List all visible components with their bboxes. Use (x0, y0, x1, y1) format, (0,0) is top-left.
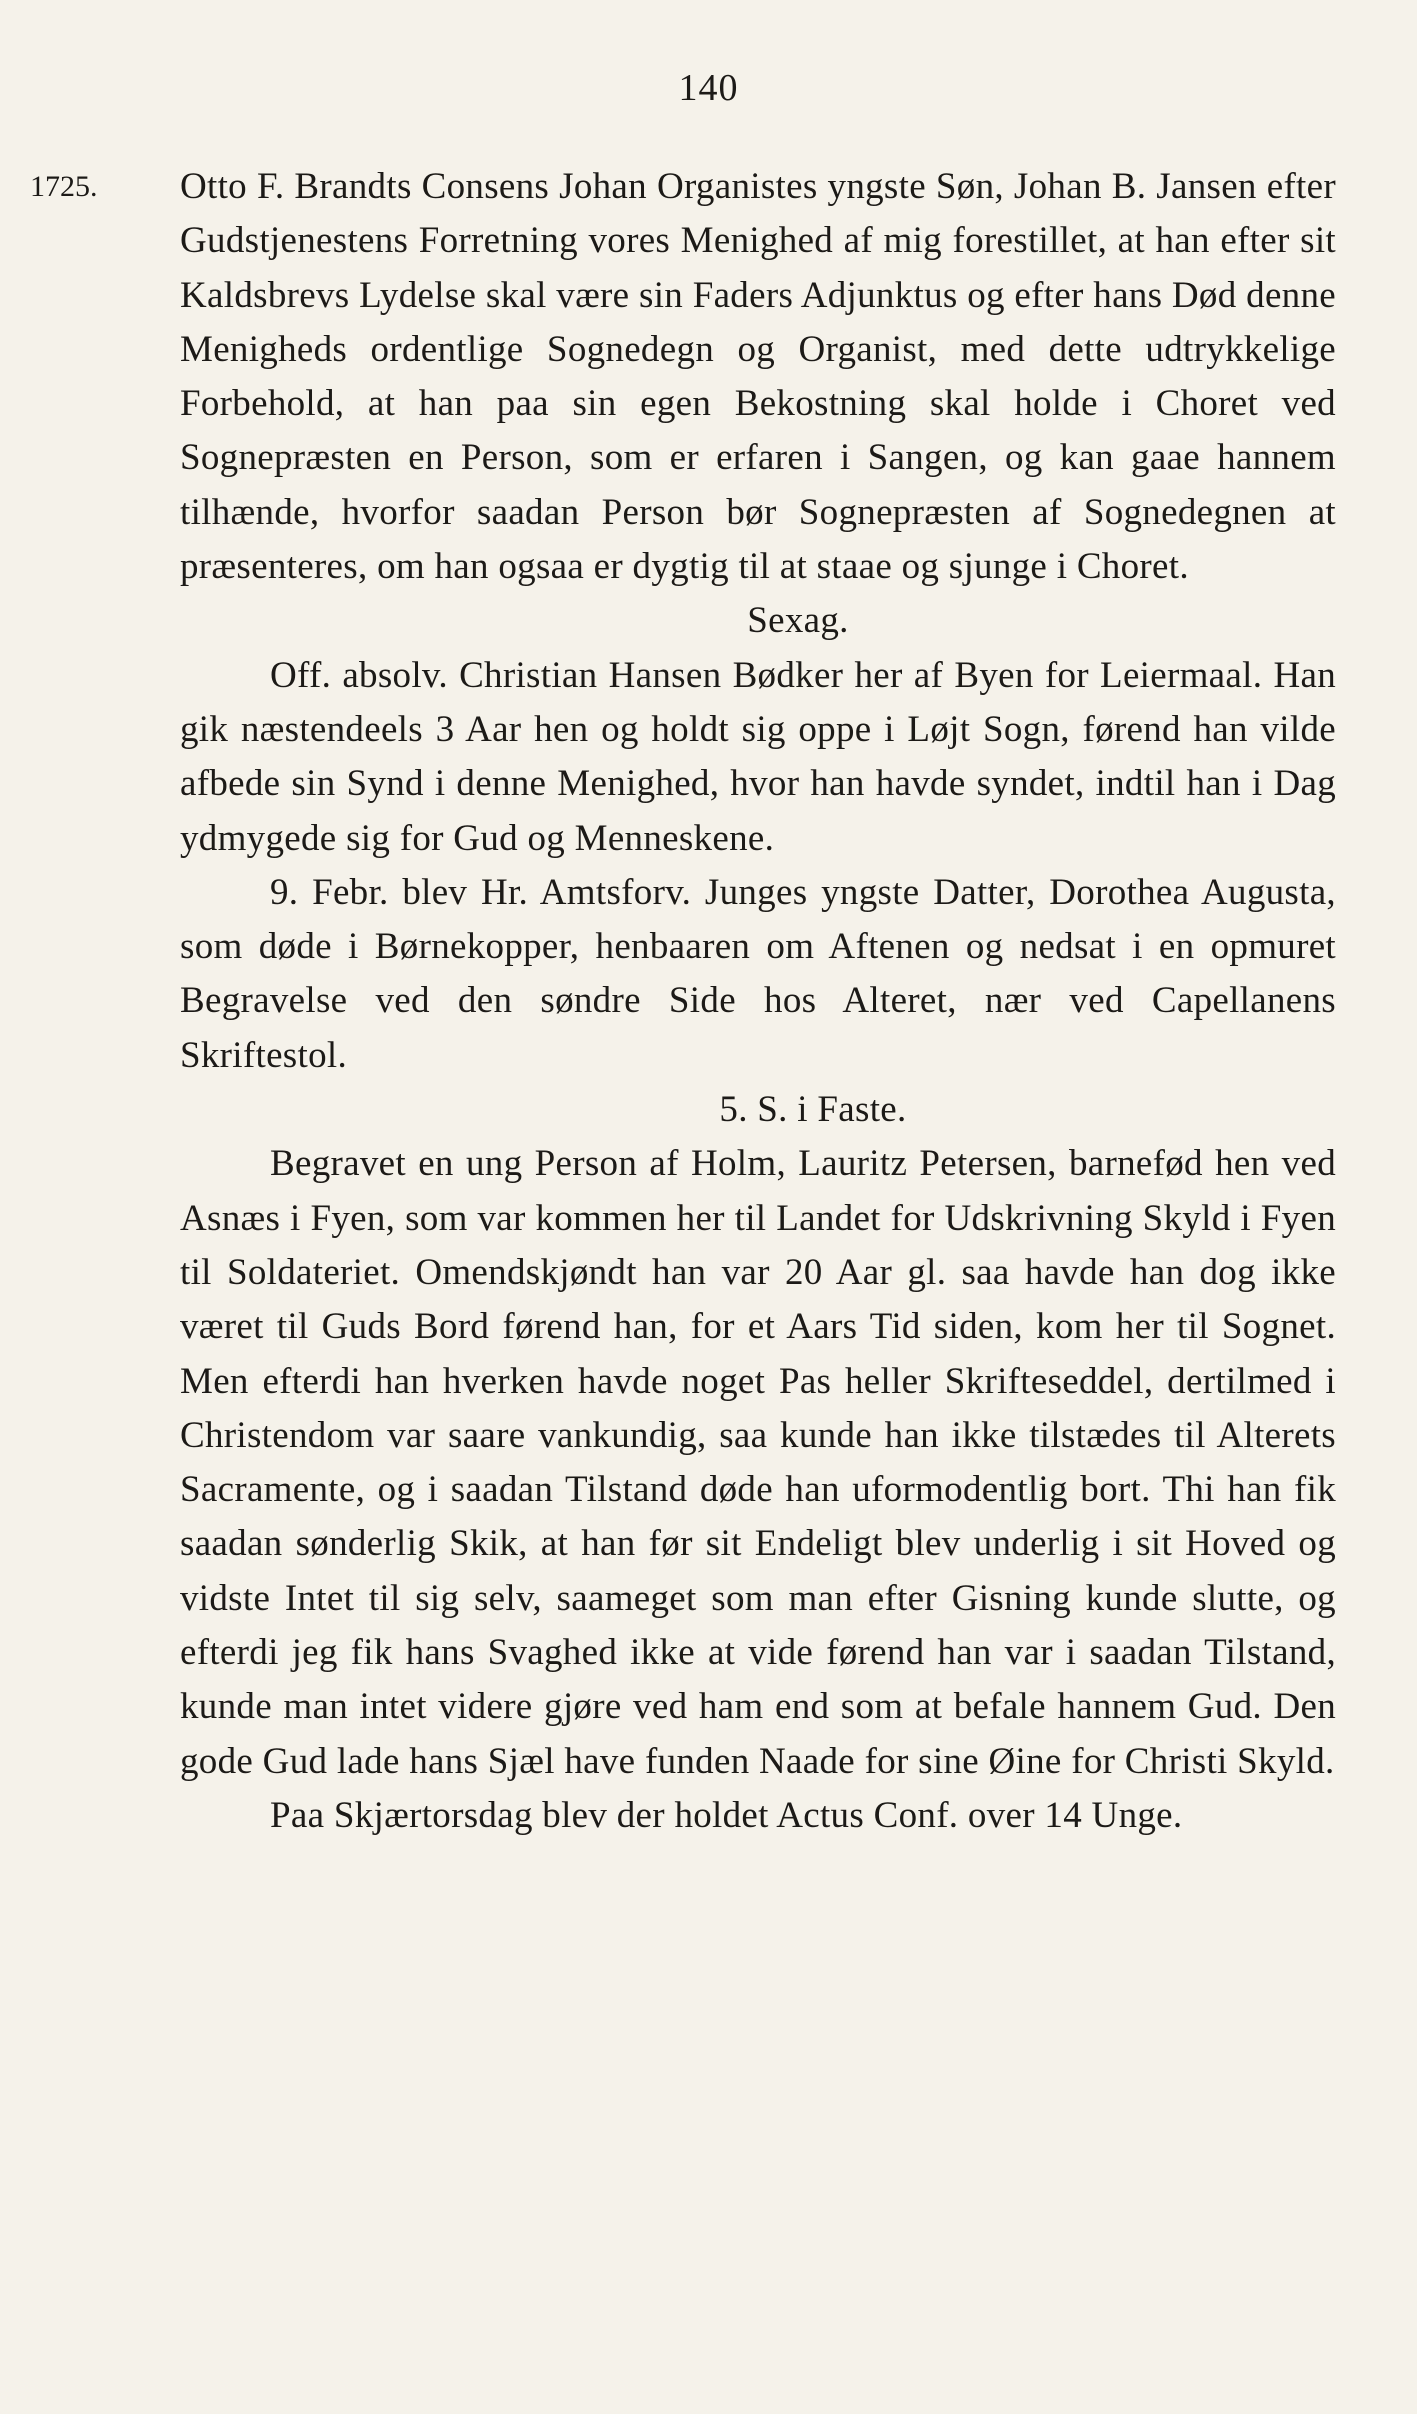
paragraph-confirmation: Paa Skjærtorsdag blev der holdet Actus Conf. over 14 Unge. (270, 1794, 1183, 1836)
paragraph-organist: Otto F. Brandts Consens Johan Organistes yngste Søn, Johan B. Jansen efter Gudstjenestens Forretning vores Menighed af mig forestillet, at han efter sit Kaldsbrevs Lydelse skal være sin Faders Adjunktus og efter hans Død denne Menigheds ordentlige Sognedegn og Organist, med dette udtrykkelige Forbehold, at han paa sin egen Bekostning skal holde i Choret ved Sognepræsten en Person, som er erfaren i Sangen, og kan gaae hannem tilhænde, hvorfor saadan Person bør Sognepræsten af Sognedegnen at præsenteres, om han ogsaa er dygtig til at staae og sjunge i Choret. (180, 166, 1336, 588)
body-text (180, 160, 1336, 1843)
page-number: 140 (678, 67, 739, 109)
heading-sexag: Sexag. (747, 600, 849, 642)
paragraph-burial-lauritz: Begravet en ung Person af Holm, Lauritz Petersen, barnefød hen ved Asnæs i Fyen, som var kommen her til Landet for Udskrivning Skyld i Fyen til Soldateriet. Omendskjøndt han var 20 Aar gl. saa havde han dog ikke været til Guds Bord førend han, for et Aars Tid siden, kom her til Sognet. Men efterdi han hverken havde noget Pas heller Skrifteseddel, dertilmed i Christendom var saare vankundig, saa kunde han ikke tilstædes til Alterets Sacramente, og i saadan Tilstand døde han uformodentlig bort. Thi han fik saadan sønderlig Skik, at han før sit Endeligt blev underlig i sit Hoved og vidste Intet til sig selv, saameget som man efter Gisning kunde slutte, og efterdi jeg fik hans Svaghed ikke at vide førend han var i saadan Tilstand, kunde man intet videre gjøre ved ham end som at befale hannem Gud. Den gode Gud lade hans Sjæl have funden Naade for sine Øine for Christi Skyld. (180, 1143, 1336, 1782)
paragraph-burial-dorothea: 9. Febr. blev Hr. Amtsforv. Junges yngste Datter, Dorothea Augusta, som døde i Børnekopper, henbaaren om Aftenen og nedsat i en opmuret Begravelse ved den søndre Side hos Alteret, nær ved Capellanens Skriftestol. (180, 871, 1336, 1076)
heading-faste: 5. S. i Faste. (719, 1089, 907, 1131)
paragraph-absolution: Off. absolv. Christian Hansen Bødker her af Byen for Leiermaal. Han gik næstendeels 3 Aar hen og holdt sig oppe i Løjt Sogn, førend han vilde afbede sin Synd i denne Menighed, hvor han havde syndet, indtil han i Dag ydmygede sig for Gud og Menneskene. (180, 654, 1336, 859)
margin-year: 1725. (30, 170, 98, 203)
